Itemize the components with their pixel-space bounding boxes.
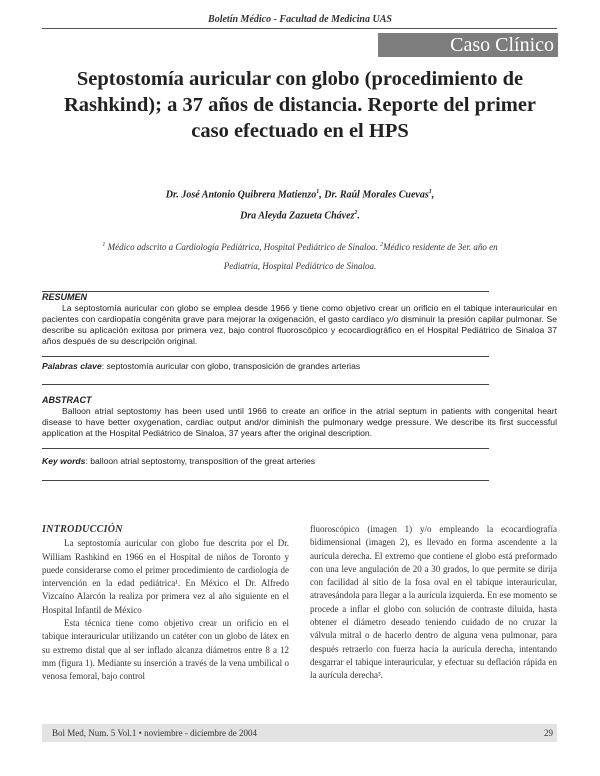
article-title: Septostomía auricular con globo (procedimiento de Rashkind); a 37 años de distancia. Reporte del primer caso efectuado en el HPS	[63, 68, 537, 142]
intro-paragraph-3: fluoroscópico (imagen 1) y/o empleando la ecocardiografía bidimensional (imagen 2), es llevado en forma ascendente a la aurícula derecha. El extremo que contiene el globo está preformado con una leve angulación de 20 a 30 grados, lo que permite se dirija con facilidad al sitio de la fosa oval en el tabique interauricular, atravesándola para llegar a la aurícula izquierda. En ese momento se procede a inflar el globo con solución de contraste diluida, hasta obtener el diámetro deseado teniendo cuidado de no cruzar la válvula mitral o de hacerlo dentro de alguna vena pulmonar, para después retraerlo con fuerza hacia la aurícula derecha, intentando desgarrar el tabique interauricular, y efectuar su deflación rápida en la aurícula derecha³.	[310, 524, 557, 681]
footer-citation: Bol Med, Num. 5 Vol.1 • noviembre - diciembre de 2004	[52, 728, 258, 738]
authors: Dr. José Antonio Quibrera Matienzo$^1$, Dr. Raúl Morales Cuevas$^1$, Dra Aleyda Zazueta Chávez$^2$.	[165, 189, 435, 222]
resumen-heading: RESUMEN	[42, 292, 88, 302]
journal-header: Boletín Médico - Facultad de Medicina UAS	[208, 14, 392, 25]
author-3: Dra Aleyda Zazueta Chávez	[240, 210, 355, 222]
page-footer	[42, 724, 557, 742]
divider	[42, 384, 489, 385]
affiliations: $^1$ Médico adscrito a Cardiología Pediátrica, Hospital Pediátrico de Sinaloa. $^2$Médico residente de 3er. año en Pediatría, Hospital Pediátrico de Sinaloa.	[102, 242, 498, 271]
affiliation-2: Médico residente de 3er. año en Pediatría, Hospital Pediátrico de Sinaloa.	[223, 242, 498, 271]
intro-heading: INTRODUCCIÓN	[42, 524, 123, 535]
resumen-keywords	[42, 361, 557, 372]
divider	[42, 480, 489, 481]
keywords-text: : balloon atrial septostomy, transposition of the great arteries	[85, 456, 316, 466]
resumen-section	[42, 292, 557, 347]
intro-paragraph-1: La septostomía auricular con globo fue descrita por el Dr. William Rashkind en 1966 en el Hospital de niños de Toronto y puede considerarse como el primer procedimiento de cardiología de intervención en la edad pediátrica¹. En México el Dr. Alfredo Vizcaíno Alarcón la realiza por primera vez al año siguiente en el Hospital Infantil de México	[42, 538, 289, 615]
resumen-text: La septostomía auricular con globo se emplea desde 1966 y tiene como objetivo crear un orificio en el tabique interauricular en pacientes con cardiopatía congénita grave para mejorar la oxigenación, el gasto cardiaco y/o disminuir la presión capilar pulmonar. Se describe su aplicación exitosa por primera vez, bajo control fluoroscópico y ecocardiográfico en el Hospital Pediátrico de Sinaloa 37 años después de su descripción original.	[42, 303, 557, 346]
author-1: Dr. José Antonio Quibrera Matienzo	[165, 189, 317, 201]
author-2: Dr. Raúl Morales Cuevas	[324, 189, 429, 201]
header-divider	[42, 28, 557, 29]
section-banner: Caso Clínico	[378, 33, 558, 57]
abstract-heading: ABSTRACT	[42, 395, 92, 405]
page-number: 29	[544, 728, 553, 738]
column-left	[42, 523, 289, 684]
abstract-text: Balloon atrial septostomy has been used until 1966 to create an orifice in the atrial septum in patients with congenital heart disease to have better oxygenation, cardiac output and/or diminish the pulmonary wedge pressure. We describe its first successful application at the Hospital Pediátrico de Sinaloa, 37 years after the original description.	[42, 406, 557, 438]
intro-paragraph-2: Esta técnica tiene como objetivo crear un orificio en el tabique interauricular utilizando un catéter con un globo de látex en su extremo distal que al ser inflado alcanza diámetros entre 8 a 12 mm (figura 1). Mediante su inserción a través de la vena umbilical o venosa femoral, bajo control	[42, 618, 289, 682]
abstract-section	[42, 395, 557, 439]
keywords-label: Key words	[42, 456, 86, 466]
divider	[42, 356, 489, 357]
column-right	[310, 523, 557, 683]
affiliation-1: Médico adscrito a Cardiología Pediátrica, Hospital Pediátrico de Sinaloa.	[107, 242, 378, 252]
abstract-keywords	[42, 456, 557, 467]
keywords-text: : septostomía auricular con globo, transposición de grandes arterias	[101, 361, 361, 371]
keywords-label: Palabras clave	[42, 361, 102, 371]
divider	[42, 448, 489, 449]
